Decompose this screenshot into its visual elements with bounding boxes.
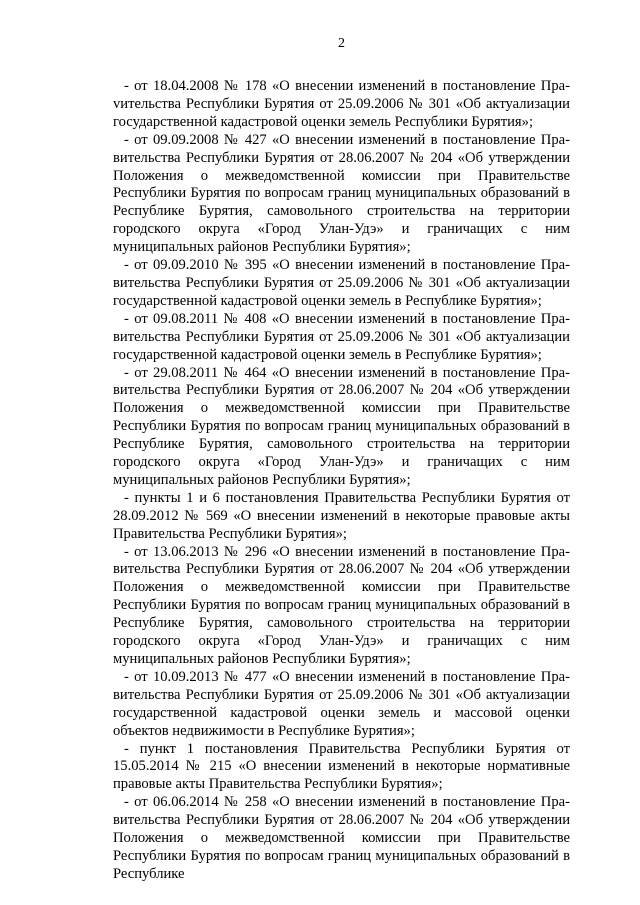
list-item: - пункт 1 постановления Правительства Республики Бурятия от 15.05.2014 № 215 «О внесении изменений в некоторые нормативные правовые акты Правительства Республики Бурятия»; <box>113 740 570 793</box>
list-item: - от 29.08.2011 № 464 «О внесении изменений в постановление Правительства Республики Бурятия от 28.06.2007 № 204 «Об утверждении Положения о межведомственной комиссии при Правительстве Республики Бурятия по вопросам границ муниципальных образований в Республике Бурятия, самовольного строительства на территории городского округа «Город Улан-Удэ» и граничащих с ним муниципальных районов Республики Бурятия»; <box>113 364 570 488</box>
list-item: - пункты 1 и 6 постановления Правительства Республики Бурятия от 28.09.2012 № 569 «О внесении изменений в некоторые правовые акты Правительства Республики Бурятия»; <box>113 489 570 542</box>
list-item: - от 18.04.2008 № 178 «О внесении изменений в постановление Праvительства Республики Бурятия от 25.09.2006 № 301 «Об актуализации государственной кадастровой оценки земель Республики Бурятия»; <box>113 78 570 130</box>
list-item: - от 09.09.2008 № 427 «О внесении изменений в постановление Правительства Республики Бурятия от 28.06.2007 № 204 «Об утверждении Положения о межведомственной комиссии при Правительстве Республики Бурятия по вопросам границ муниципальных образований в Республике Бурятия, самовольного строительства на территории городского округа «Город Улан-Удэ» и граничащих с ним муниципальных районов Республики Бурятия»; <box>113 131 570 256</box>
page-number: 2 <box>338 36 345 51</box>
list-item: - от 09.08.2011 № 408 «О внесении изменений в постановление Правительства Республики Бурятия от 25.09.2006 № 301 «Об актуализации государственной кадастровой оценки земель в Республике Бурятия»; <box>113 310 570 363</box>
list-item: - от 09.09.2010 № 395 «О внесении изменений в постановление Правительства Республики Бурятия от 25.09.2006 № 301 «Об актуализации государственной кадастровой оценки земель в Республике Бурятия»; <box>113 257 570 309</box>
document-body <box>113 78 570 884</box>
list-item: - от 10.09.2013 № 477 «О внесении изменений в постановление Правительства Республики Бурятия от 25.09.2006 № 301 «Об актуализации государственной кадастровой оценки земель и массовой оценки объектов недвижимости в Республике Бурятия»; <box>113 668 570 739</box>
list-item: - от 06.06.2014 № 258 «О внесении изменений в постановление Правительства Республики Бурятия от 28.06.2007 № 204 «Об утверждении Положения о межведомственной комиссии при Правительстве Республики Бурятия по вопросам границ муниципальных образований в Республике <box>113 794 570 882</box>
list-item: - от 13.06.2013 № 296 «О внесении изменений в постановление Правительства Республики Бурятия от 28.06.2007 № 204 «Об утверждении Положения о межведомственной комиссии при Правительстве Республики Бурятия по вопросам границ муниципальных образований в Республике Бурятия, самовольного строительства на территории городского округа «Город Улан-Удэ» и граничащих с ним муниципальных районов Республики Бурятия»; <box>113 543 570 667</box>
